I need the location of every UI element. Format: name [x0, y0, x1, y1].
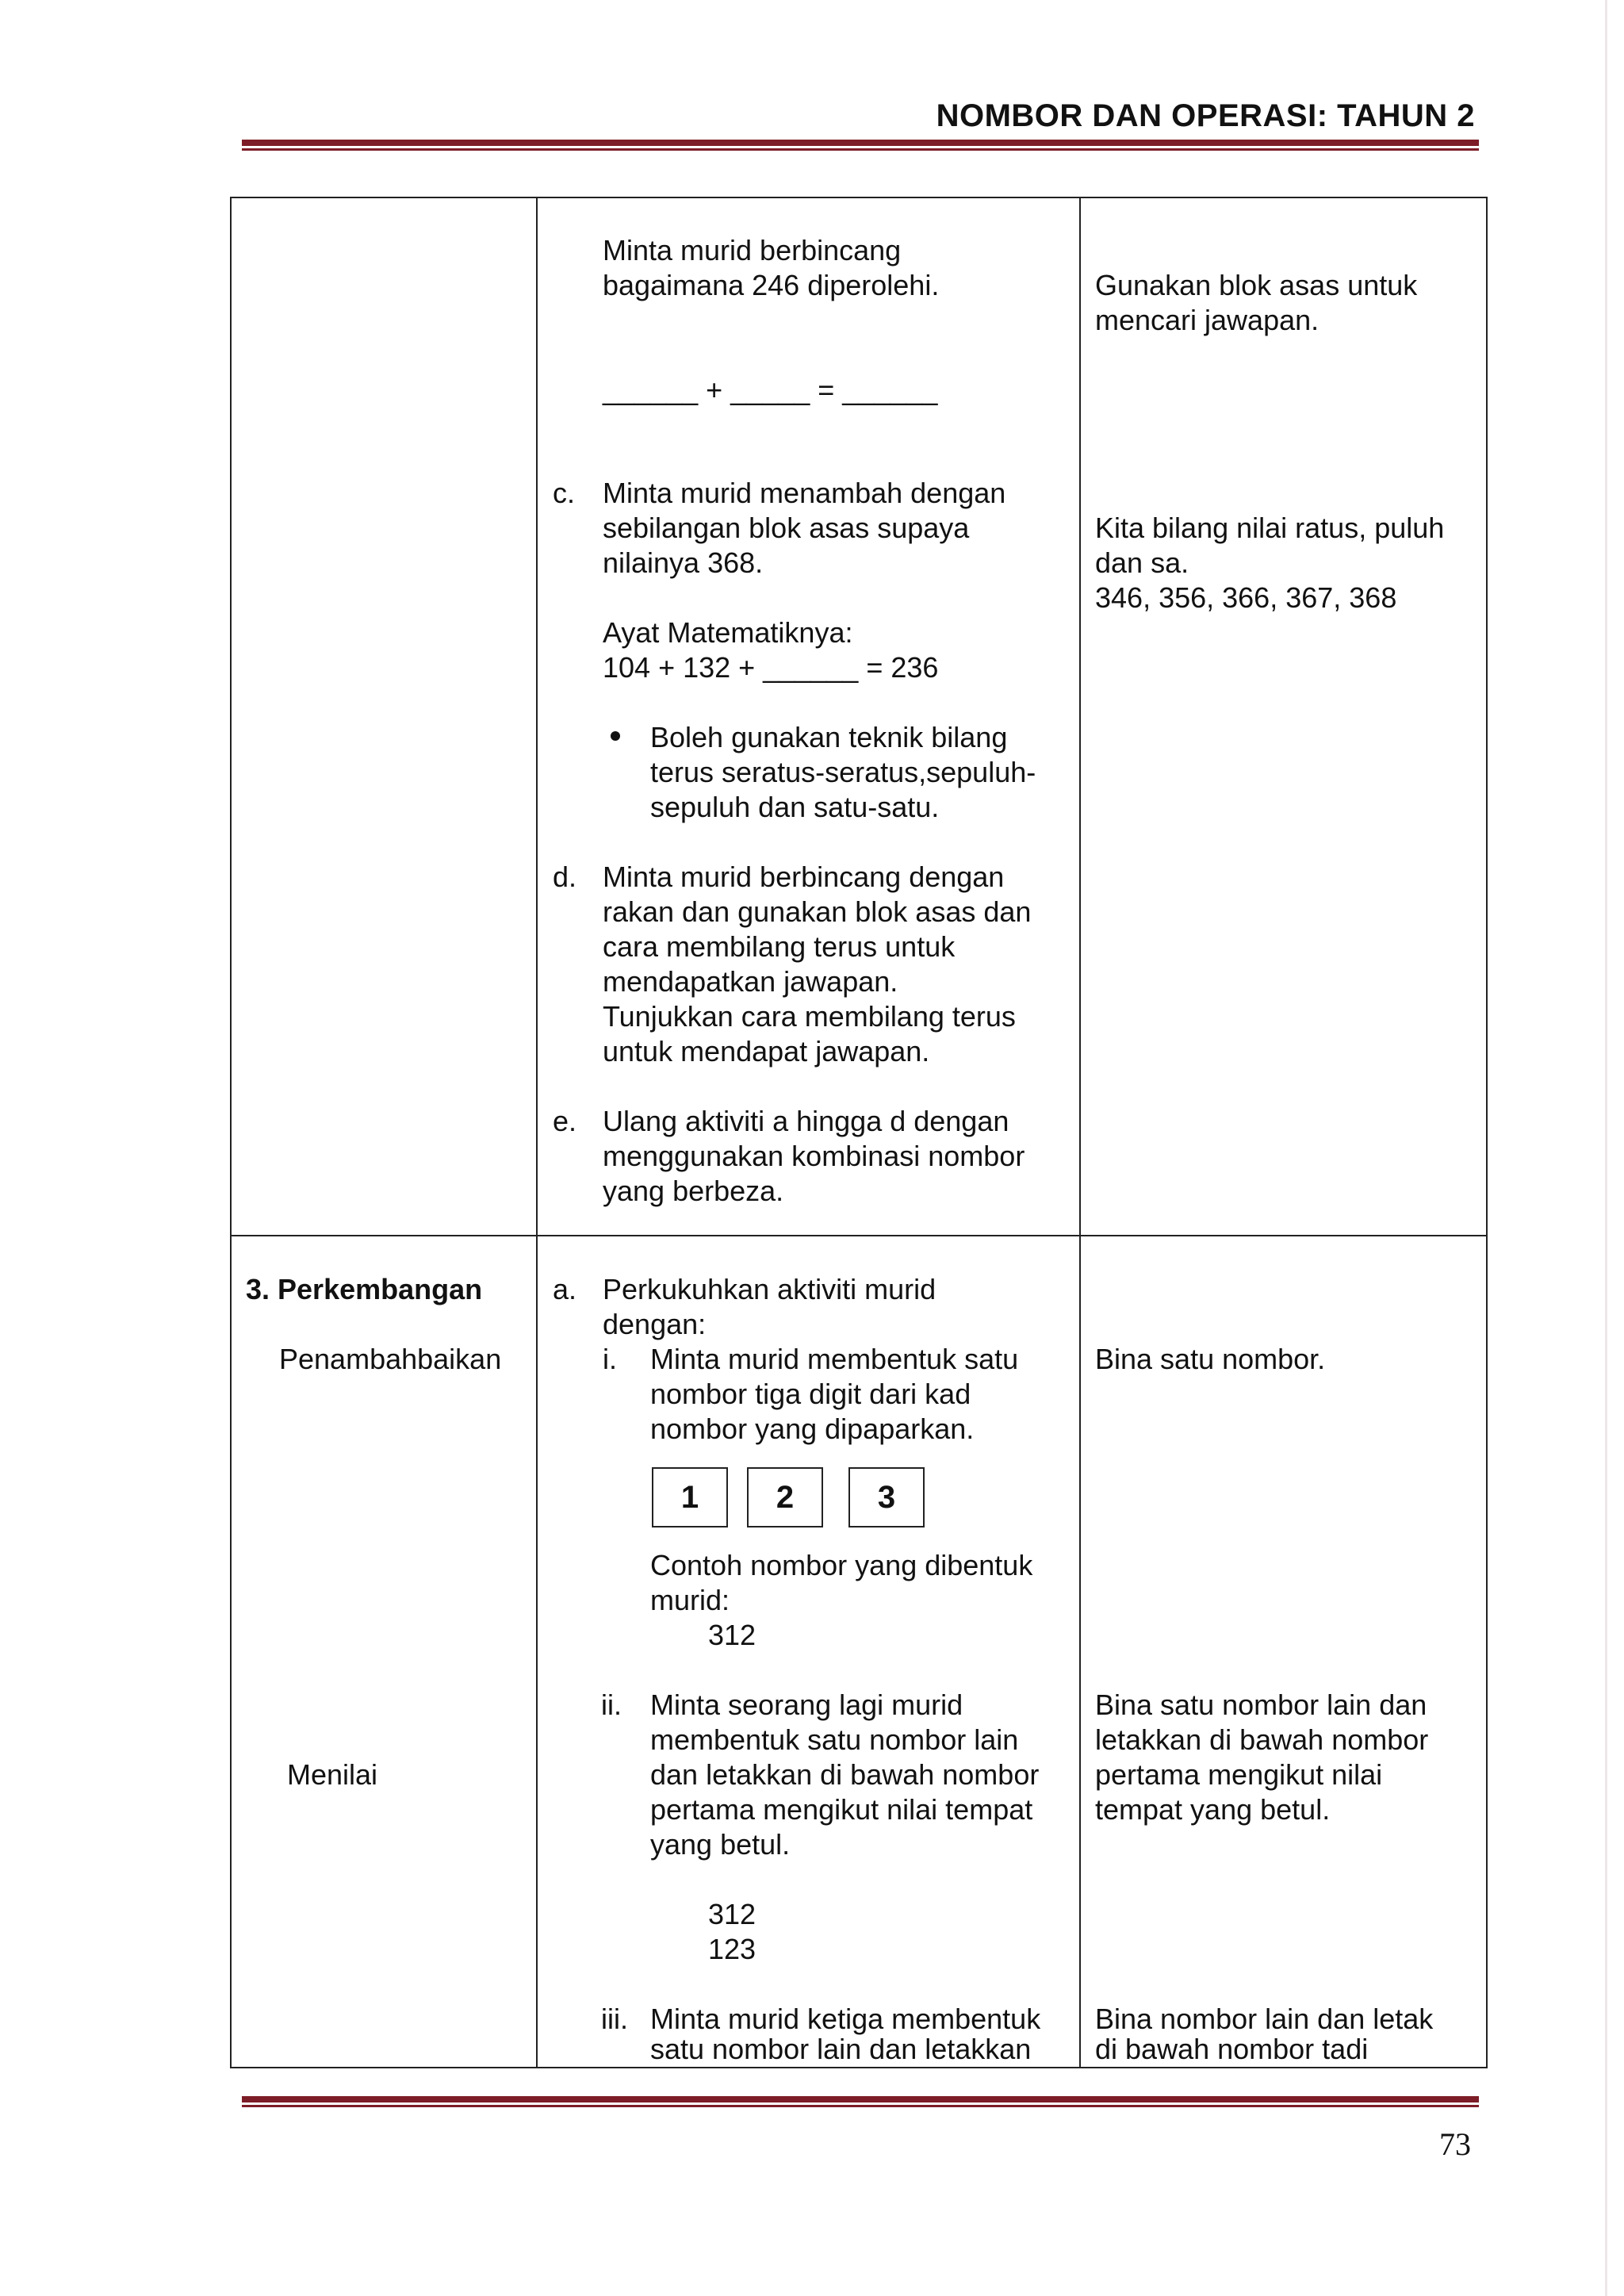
number-card: 3 — [848, 1467, 925, 1527]
item-c-line: Minta murid menambah dengan — [603, 477, 1006, 509]
number-card: 1 — [652, 1467, 728, 1527]
note-line: Gunakan blok asas untuk — [1095, 269, 1418, 301]
note-line: di bawah nombor tadi — [1095, 2033, 1369, 2065]
item-d-marker: d. — [553, 861, 577, 893]
note-line: 346, 356, 366, 367, 368 — [1095, 581, 1397, 614]
item-a-line: dengan: — [603, 1308, 707, 1340]
item-ii-line: dan letakkan di bawah nombor — [650, 1758, 1040, 1791]
item-ii-marker: ii. — [601, 1688, 622, 1721]
item-ii-line: Minta seorang lagi murid — [650, 1688, 963, 1721]
item-i-line: Minta murid membentuk satu — [650, 1343, 1019, 1375]
item-d-line: untuk mendapat jawapan. — [603, 1035, 930, 1068]
table-row-divider — [230, 1235, 1488, 1236]
table-column-divider-1 — [536, 197, 538, 2068]
item-i-marker: i. — [603, 1343, 617, 1375]
item-ii-line: yang betul. — [650, 1828, 791, 1861]
example-value: 312 — [708, 1898, 756, 1930]
note-line: Bina satu nombor lain dan — [1095, 1688, 1427, 1721]
item-a-marker: a. — [553, 1273, 577, 1305]
item-d-line: mendapatkan jawapan. — [603, 965, 898, 998]
stage-subtitle: Menilai — [287, 1758, 378, 1791]
item-e-line: Ulang aktiviti a hingga d dengan — [603, 1105, 1009, 1137]
blank-equation: ______ + _____ = ______ — [603, 374, 938, 406]
stage-subtitle: Penambahbaikan — [279, 1343, 502, 1375]
item-i-line: nombor tiga digit dari kad — [650, 1378, 971, 1410]
footer-rule — [242, 2096, 1479, 2107]
page-header-title: NOMBOR DAN OPERASI: TAHUN 2 — [936, 98, 1475, 133]
intro-line: Minta murid berbincang — [603, 234, 902, 266]
table-column-divider-2 — [1079, 197, 1081, 2068]
intro-line: bagaimana 246 diperolehi. — [603, 269, 940, 301]
item-iii-marker: iii. — [601, 2003, 628, 2035]
bullet-line: terus seratus-seratus,sepuluh- — [650, 756, 1036, 788]
bullet-line: sepuluh dan satu-satu. — [650, 791, 940, 823]
item-i-line: nombor yang dipaparkan. — [650, 1412, 975, 1445]
item-e-line: menggunakan kombinasi nombor — [603, 1140, 1025, 1172]
note-line: dan sa. — [1095, 546, 1189, 579]
item-ii-line: membentuk satu nombor lain — [650, 1723, 1019, 1756]
item-c-line: sebilangan blok asas supaya — [603, 512, 970, 544]
item-d-line: Minta murid berbincang dengan — [603, 861, 1005, 893]
item-d-line: Tunjukkan cara membilang terus — [603, 1000, 1016, 1033]
ayat-label: Ayat Matematiknya: — [603, 616, 853, 649]
ayat-equation: 104 + 132 + ______ = 236 — [603, 651, 939, 684]
item-e-marker: e. — [553, 1105, 577, 1137]
example-value: 123 — [708, 1933, 756, 1965]
item-c-line: nilainya 368. — [603, 546, 764, 579]
item-e-line: yang berbeza. — [603, 1175, 784, 1207]
note-line: letakkan di bawah nombor — [1095, 1723, 1429, 1756]
page-edge — [1605, 0, 1607, 2296]
item-a-line: Perkukuhkan aktiviti murid — [603, 1273, 936, 1305]
note-line: tempat yang betul. — [1095, 1793, 1331, 1826]
note-line: mencari jawapan. — [1095, 304, 1320, 336]
item-iii-line: Minta murid ketiga membentuk — [650, 2003, 1041, 2035]
note-line: Bina satu nombor. — [1095, 1343, 1326, 1375]
number-card: 2 — [747, 1467, 823, 1527]
item-d-line: cara membilang terus untuk — [603, 930, 956, 963]
example-value: 312 — [708, 1619, 756, 1651]
note-line: Kita bilang nilai ratus, puluh — [1095, 512, 1445, 544]
stage-title: 3. Perkembangan — [246, 1273, 483, 1305]
note-line: Bina nombor lain dan letak — [1095, 2003, 1434, 2035]
item-ii-line: pertama mengikut nilai tempat — [650, 1793, 1033, 1826]
bullet-icon — [611, 731, 620, 741]
page-number: 73 — [1439, 2126, 1471, 2162]
example-line: Contoh nombor yang dibentuk — [650, 1549, 1033, 1581]
item-c-marker: c. — [553, 477, 576, 509]
header-rule — [242, 140, 1479, 151]
example-line: murid: — [650, 1584, 730, 1616]
bullet-line: Boleh gunakan teknik bilang — [650, 721, 1008, 753]
note-line: pertama mengikut nilai — [1095, 1758, 1383, 1791]
item-iii-line: satu nombor lain dan letakkan — [650, 2033, 1032, 2065]
item-d-line: rakan dan gunakan blok asas dan — [603, 895, 1032, 928]
